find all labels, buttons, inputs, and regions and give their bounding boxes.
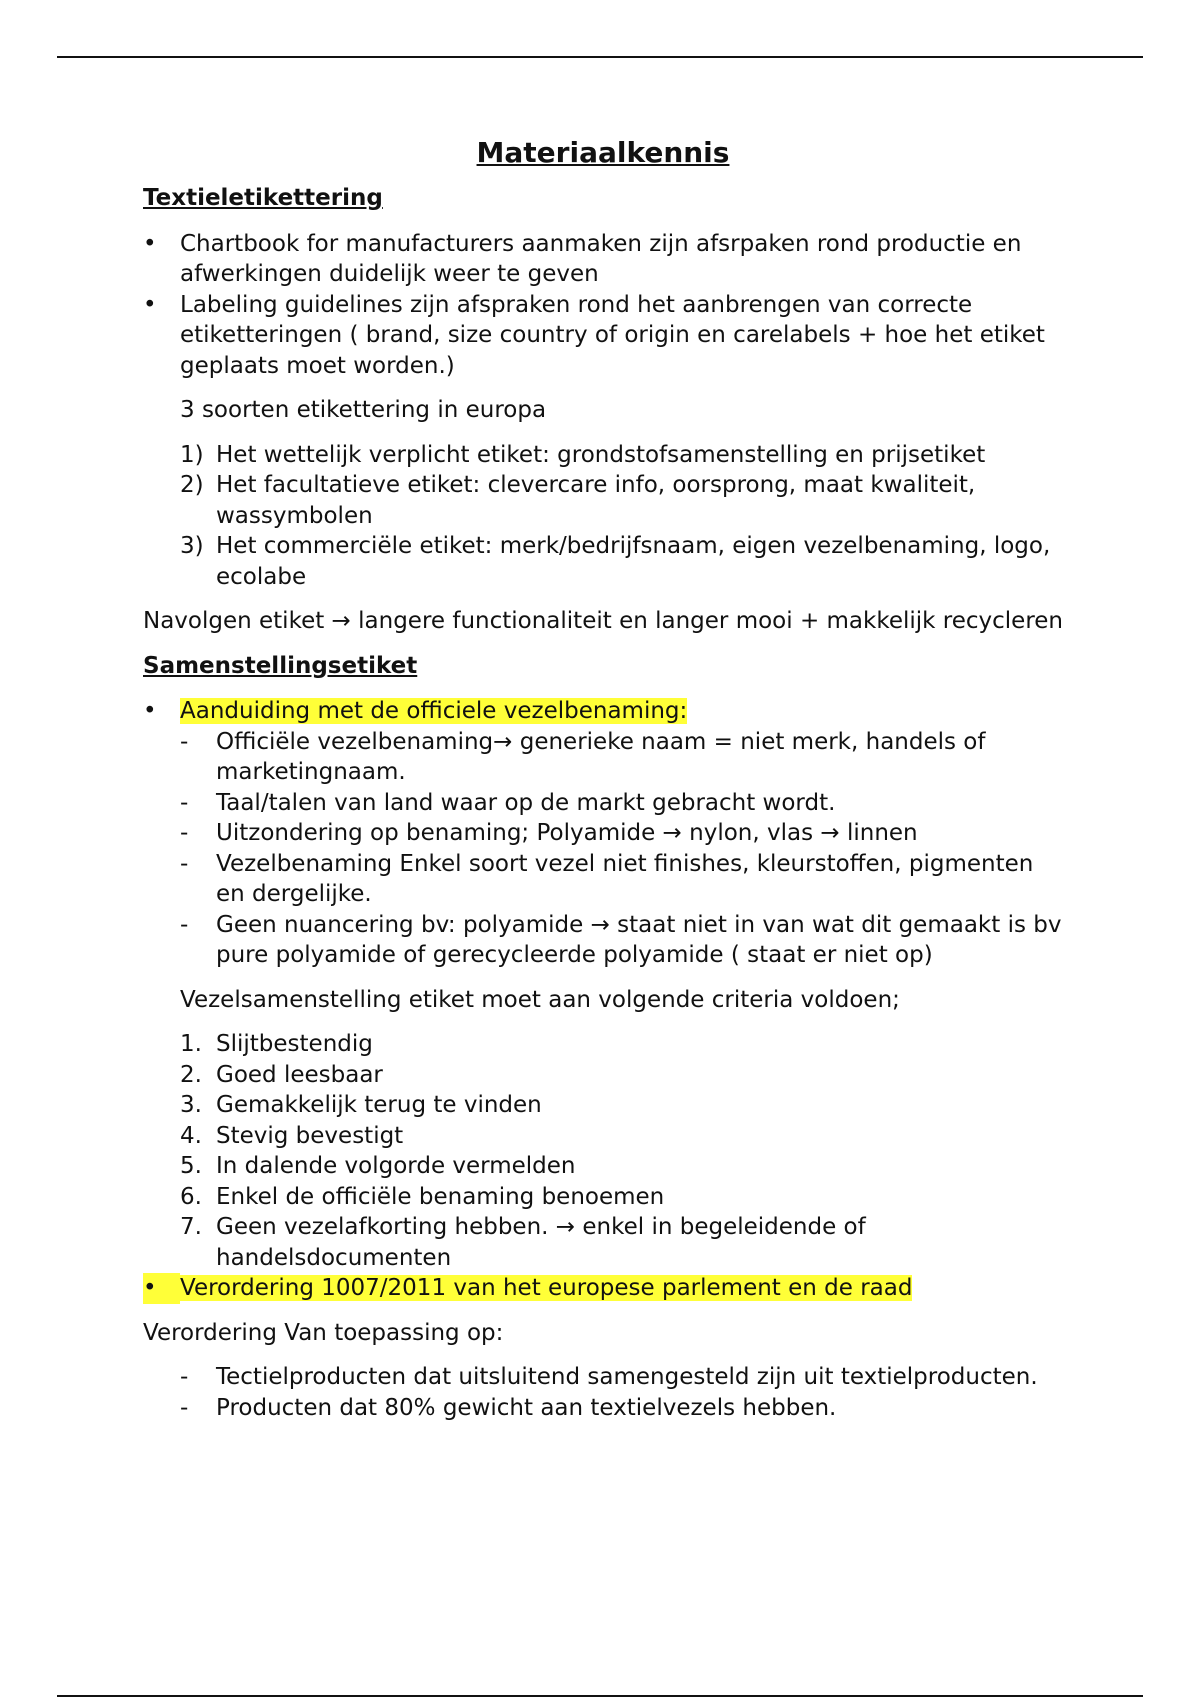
list-item <box>143 229 1063 290</box>
list-item <box>180 440 1063 471</box>
list-text: Stevig bevestigt <box>216 1122 404 1149</box>
bullet-mark: • <box>143 698 157 724</box>
list-item <box>180 1121 1063 1152</box>
list-text: Het commerciële etiket: merk/bedrijfsnaam, eigen vezelbenaming, logo, ecolabe <box>216 533 1051 590</box>
list-text: Producten dat 80% gewicht aan textielvezels hebben. <box>216 1394 837 1421</box>
list-text: Vezelbenaming Enkel soort vezel niet finishes, kleurstoffen, pigmenten en dergelijke. <box>216 850 1034 907</box>
dash-mark: - <box>180 850 189 877</box>
list-text: Goed leesbaar <box>216 1061 383 1088</box>
list-item <box>180 470 1063 531</box>
list-item <box>180 1090 1063 1121</box>
document-page <box>143 136 1063 1423</box>
bullet-mark: • <box>143 291 157 318</box>
list-number: 1. <box>180 1031 202 1057</box>
list-item <box>180 818 1063 849</box>
list-number: 3. <box>180 1092 202 1118</box>
list-item <box>180 1212 1063 1273</box>
list-number: 2) <box>180 472 204 498</box>
bullet-mark: • <box>143 1273 180 1304</box>
list-text: Uitzondering op benaming; Polyamide → nylon, vlas → linnen <box>216 820 918 846</box>
dash-mark: - <box>180 820 189 846</box>
criteria-list <box>180 1029 1063 1273</box>
highlighted-bullet-text: Verordering 1007/2011 van het europese parlement en de raad <box>180 1275 913 1301</box>
list-text: Taal/talen van land waar op de markt gebracht wordt. <box>216 789 836 816</box>
list-number: 4. <box>180 1122 202 1149</box>
list-text: Geen nuancering bv: polyamide → staat niet in van wat dit gemaakt is bv pure polyamide of gerecycleerde polyamide ( staat er niet op) <box>216 911 1062 968</box>
etiket-types-list <box>180 440 1063 593</box>
list-item <box>180 1060 1063 1091</box>
list-text: Het facultatieve etiket: clevercare info, oorsprong, maat kwaliteit, wassymbolen <box>216 472 976 529</box>
list-item <box>180 531 1063 592</box>
navolgen-paragraph: Navolgen etiket → langere functionaliteit en langer mooi + makkelijk recycleren <box>143 608 1064 634</box>
dash-mark: - <box>180 728 189 755</box>
list-item <box>180 1362 1063 1393</box>
header-rule <box>57 56 1143 58</box>
bullet-list-samenstelling <box>143 696 1063 727</box>
bullet-text: Labeling guidelines zijn afspraken rond het aanbrengen van correcte etiketteringen ( brand, size country of origin en carelabels + hoe het etiket geplaats moet worden.) <box>180 291 1045 379</box>
list-text: Gemakkelijk terug te vinden <box>216 1092 542 1118</box>
list-number: 2. <box>180 1061 202 1088</box>
footer-rule <box>57 1695 1143 1697</box>
list-text: Tectielproducten dat uitsluitend samengesteld zijn uit textielproducten. <box>216 1364 1038 1390</box>
highlighted-bullet-text: Aanduiding met de officiele vezelbenaming: <box>180 698 688 724</box>
list-item <box>180 1151 1063 1182</box>
list-item <box>180 1393 1063 1424</box>
dash-mark: - <box>180 1394 189 1421</box>
list-number: 5. <box>180 1153 202 1179</box>
list-text: Slijtbestendig <box>216 1031 373 1057</box>
section-heading-samenstellingsetiket: Samenstellingsetiket <box>143 652 418 679</box>
list-number: 3) <box>180 533 204 559</box>
scope-dash-list <box>180 1362 1063 1423</box>
dash-mark: - <box>180 1364 189 1390</box>
scope-intro: Verordering Van toepassing op: <box>143 1319 504 1346</box>
list-item <box>180 910 1063 971</box>
etikettering-intro: 3 soorten etikettering in europa <box>180 397 547 423</box>
list-number: 6. <box>180 1183 202 1210</box>
list-text: Het wettelijk verplicht etiket: grondstofsamenstelling en prijsetiket <box>216 441 986 468</box>
list-text: Geen vezelafkorting hebben. → enkel in begeleidende of handelsdocumenten <box>216 1214 866 1271</box>
section-heading-textieletikettering: Textieletikettering <box>143 185 383 211</box>
criteria-intro: Vezelsamenstelling etiket moet aan volgende criteria voldoen; <box>180 986 900 1013</box>
list-item <box>180 849 1063 910</box>
list-item <box>143 696 1063 727</box>
list-item <box>180 788 1063 819</box>
list-text: Enkel de officiële benaming benoemen <box>216 1183 665 1210</box>
list-text: Officiële vezelbenaming→ generieke naam = niet merk, handels of marketingnaam. <box>216 728 986 785</box>
list-item <box>143 290 1063 382</box>
list-text: In dalende volgorde vermelden <box>216 1153 576 1179</box>
document-title: Materiaalkennis <box>476 136 730 169</box>
bullet-text: Chartbook for manufacturers aanmaken zijn afsrpaken rond productie en afwerkingen duidelijk weer te geven <box>180 230 1022 287</box>
list-item <box>180 1029 1063 1060</box>
vezelbenaming-dash-list <box>180 727 1063 971</box>
list-item <box>143 1273 1063 1304</box>
bullet-list-textiel <box>143 229 1063 382</box>
list-number: 1) <box>180 441 204 468</box>
list-item <box>180 1182 1063 1213</box>
dash-mark: - <box>180 911 189 938</box>
dash-mark: - <box>180 789 189 816</box>
list-number: 7. <box>180 1214 202 1240</box>
bullet-list-verordering <box>143 1273 1063 1304</box>
list-item <box>180 727 1063 788</box>
bullet-mark: • <box>143 230 157 257</box>
